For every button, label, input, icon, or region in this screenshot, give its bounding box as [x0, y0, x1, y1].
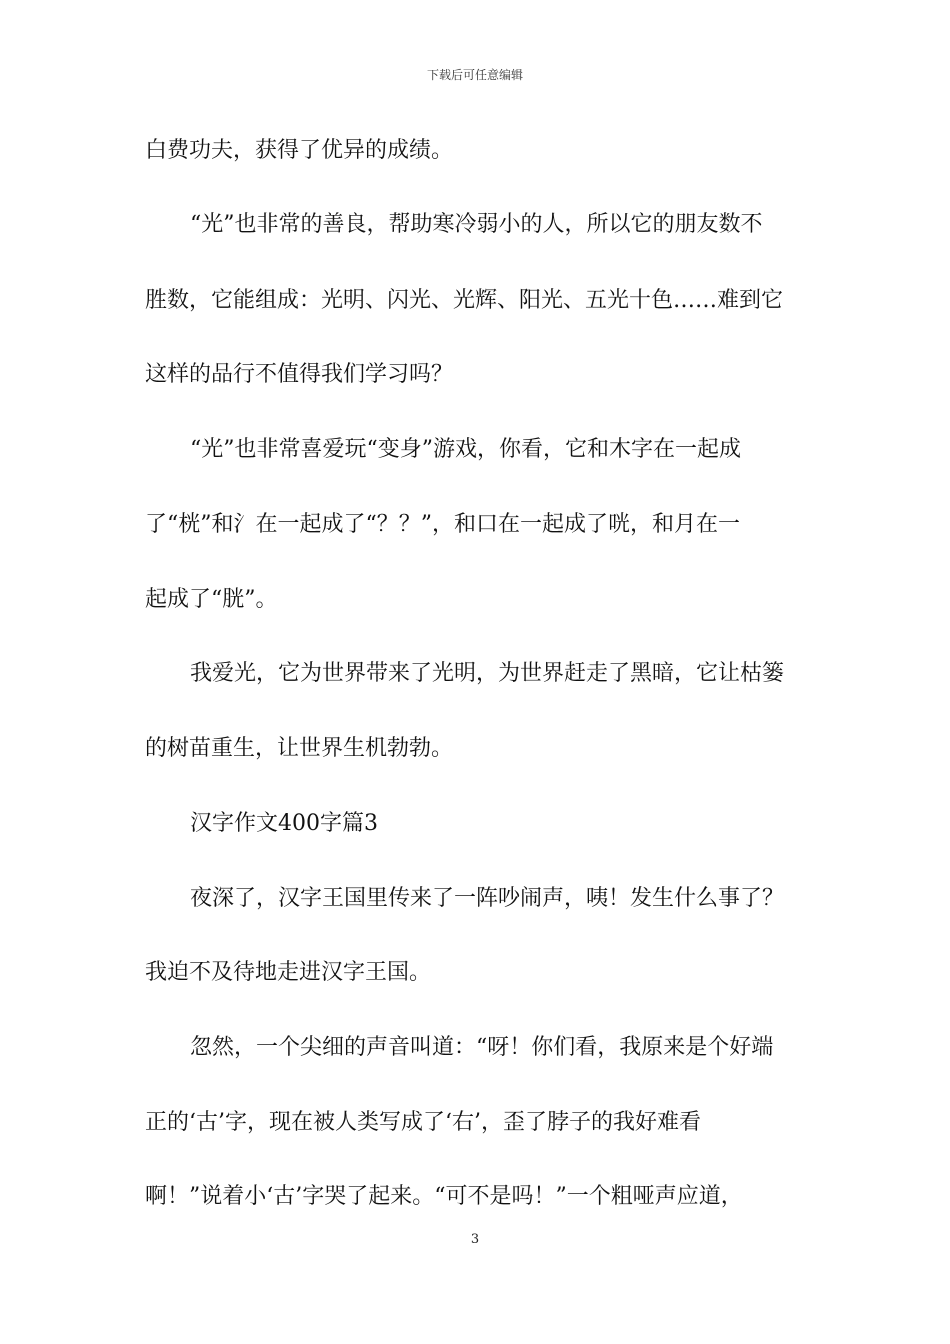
text-line: 的树苗重生，让世界生机勃勃。	[145, 736, 454, 761]
text-line: 这样的品行不值得我们学习吗？	[145, 362, 454, 387]
text-line: 了“桄”和氵在一起成了“？？”，和口在一起成了咣，和月在一	[145, 512, 740, 537]
text-line: 忽然，一个尖细的声音叫道：“呀！你们看，我原来是个好端	[190, 1035, 774, 1060]
text-line: 起成了“胱”。	[145, 587, 278, 612]
text-line: 我爱光，它为世界带来了光明，为世界赶走了黑暗，它让枯篓	[190, 661, 785, 686]
text-line: 胜数，它能组成：光明、闪光、光辉、阳光、五光十色……难到它	[145, 288, 784, 313]
text-line: 夜深了，汉字王国里传来了一阵吵闹声，咦！发生什么事了？	[190, 886, 785, 911]
text-line: “光”也非常喜爱玩“变身”游戏，你看，它和木字在一起成	[190, 437, 741, 462]
header-note: 下载后可任意编辑	[426, 68, 523, 82]
text-line: “光”也非常的善良，帮助寒冷弱小的人，所以它的朋友数不	[190, 212, 763, 237]
text-line: 我迫不及待地走进汉字王国。	[145, 960, 432, 985]
page-number: 3	[470, 1232, 480, 1247]
text-line: 白费功夫，获得了优异的成绩。	[145, 138, 454, 163]
section-title: 汉字作文400字篇3	[190, 811, 378, 836]
text-line: 啊！”说着小‘古’字哭了起来。“可不是吗！”一个粗哑声应道，	[145, 1184, 743, 1209]
text-line: 正的‘古’字，现在被人类写成了‘右’，歪了脖子的我好难看	[145, 1110, 701, 1135]
